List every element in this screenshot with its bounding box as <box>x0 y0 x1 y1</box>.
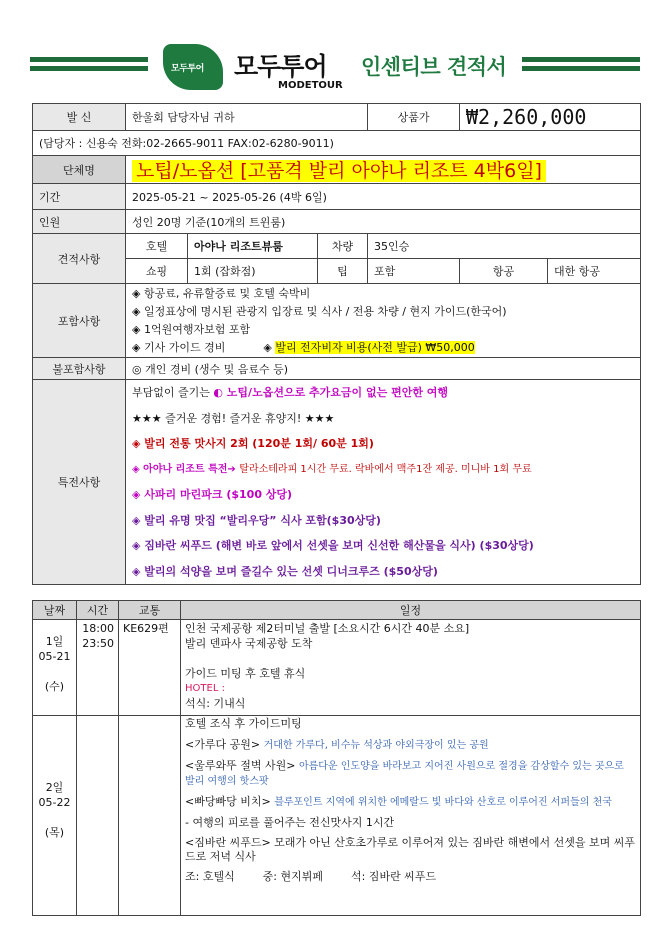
right-decorative-bars <box>522 57 640 74</box>
special-item: ◈ 발리 전통 맛사지 2회 (120분 1회/ 60분 1회) <box>132 437 374 450</box>
jimbaran-line: <짐바란 씨푸드> 모래가 아닌 산호초가루로 이루어져 있는 짐바란 해변에서 선셋을 보며 씨푸드로 저녁 식사 <box>185 836 636 863</box>
sight-item: <가루다 공원> 거대한 가루다, 비수뉴 석상과 야외극장이 있는 공원 <box>185 738 489 751</box>
hotel-value: 아야나 리조트뷰룸 <box>188 234 318 259</box>
shopping-value: 1회 (잡화점) <box>188 259 318 284</box>
schedule-header-transport: 교통 <box>119 601 181 620</box>
day1-date: 1일 05-21 (수) <box>33 620 77 716</box>
schedule-table <box>32 600 641 916</box>
period-label: 기간 <box>33 184 126 210</box>
sender-value: 한울회 담당자님 귀하 <box>126 104 368 131</box>
day1-itinerary: 인천 국제공항 제2터미널 출발 [소요시간 6시간 40분 소요] 발리 덴파사 국제공항 도착 가이드 미팅 후 호텔 휴식 HOTEL : 석식: 기내식 <box>181 620 641 716</box>
day2-transport <box>119 716 181 916</box>
left-decorative-bars <box>30 57 148 74</box>
schedule-header-itinerary: 일정 <box>181 601 641 620</box>
period-value: 2025-05-21 ~ 2025-05-26 (4박 6일) <box>126 184 641 210</box>
car-label: 차량 <box>318 234 368 259</box>
sender-label: 발 신 <box>33 104 126 131</box>
price-value: ₩2,260,000 <box>460 104 641 131</box>
day2-itinerary: 호텔 조식 후 가이드미팅 <가루다 공원> 거대한 가루다, 비수뉴 석상과 야외극장이 있는 공원 <울루와뚜 절벽 사원> 아름다운 인도양을 바라보고 지어진 사원으로 절경을 감상할수 있는 곳으로 발리 여행의 핫스팟 <빠당빠당 비치> 블루포인트 지역에 위치한 에메랄드 빛 바다와 산호로 이루어진 서퍼들의 천국 - 여행의 피로를 풀어주는 전신맛사지 1시간 <짐바란 씨푸드> 모래가 아닌 산호초가루로 이루어져 있는 짐바란 해변에서 선셋을 보며 씨푸드로 저녁 식사 조: 호텔식 중: 현지뷔페 석: 짐바란 씨푸드 <box>181 716 641 916</box>
estimate-label: 견적사항 <box>33 234 126 284</box>
sight-item: <울루와뚜 절벽 사원> 아름다운 인도양을 바라보고 지어진 사원으로 절경을 감상할수 있는 곳으로 발리 여행의 핫스팟 <box>185 759 624 787</box>
special-stars: ★★★ 즐거운 경험! 즐거운 휴양지! ★★★ <box>132 411 335 425</box>
special-label: 특전사항 <box>33 380 126 585</box>
included-line: ◈ 항공료, 유류할증료 및 호텔 숙박비 <box>132 286 311 300</box>
special-item: ◈ 발리 유명 맛집 “발리우당” 식사 포함($30상당) <box>132 513 381 527</box>
schedule-header-time: 시간 <box>77 601 119 620</box>
brand-name: 모두투어 <box>234 52 327 81</box>
day1-hotel: HOTEL : <box>185 683 225 694</box>
included-line: ◈ 1억원여행자보험 포함 <box>132 322 251 336</box>
included-line: ◈ 기사 가이드 경비 ◈ 발리 전자비자 비용(사전 발급) ₩50,000 <box>132 340 475 354</box>
tour-name: 노팁/노옵션 [고품격 발리 아야나 리조트 4박6일] <box>132 160 546 182</box>
air-label: 항공 <box>460 259 548 284</box>
special-list <box>126 380 641 585</box>
tip-label: 팁 <box>318 259 368 284</box>
evisa-highlight: 발리 전자비자 비용(사전 발급) ₩50,000 <box>275 340 475 354</box>
modetour-logo-badge: 모두투어 <box>163 44 223 90</box>
shopping-label: 쇼핑 <box>126 259 188 284</box>
estimate-table <box>32 103 641 585</box>
day2-meals: 조: 호텔식 중: 현지뷔페 석: 짐바란 씨푸드 <box>185 870 437 883</box>
group-label: 단체명 <box>33 156 126 184</box>
special-item: ◈ 발리의 석양을 보며 즐길수 있는 선셋 디너크루즈 ($50상당) <box>132 564 438 578</box>
day2-times <box>77 716 119 916</box>
massage-line: - 여행의 피로를 풀어주는 전신맛사지 1시간 <box>185 816 395 829</box>
air-value: 대한 항공 <box>548 259 641 284</box>
document-header <box>0 0 670 100</box>
special-intro: 부담없이 즐기는 ◐ 노팁/노옵션으로 추가요금이 없는 편안한 여행 <box>132 386 449 399</box>
price-label: 상품가 <box>368 104 460 131</box>
special-item: ◈ 아야나 리조트 특전➔ 탈라소테라피 1시간 무료. 락바에서 맥주1잔 제공. 미니바 1회 무료 <box>132 463 532 475</box>
contact-line: (담당자 : 신용숙 전화:02-2665-9011 FAX:02-6280-9011) <box>33 131 641 156</box>
included-list <box>126 284 641 358</box>
special-item: ◈ 사파리 마린파크 ($100 상당) <box>132 488 293 501</box>
people-value: 성인 20명 기준(10개의 트윈룸) <box>126 210 641 234</box>
car-value: 35인승 <box>368 234 641 259</box>
day1-meal: 석식: 기내식 <box>185 697 246 710</box>
day1-transport: KE629편 <box>119 620 181 716</box>
schedule-header-date: 날짜 <box>33 601 77 620</box>
included-line: ◈ 일정표상에 명시된 관광지 입장료 및 식사 / 전용 차량 / 현지 가이드(한국어) <box>132 304 507 318</box>
special-item: ◈ 짐바란 씨푸드 (해변 바로 앞에서 선셋을 보며 신선한 해산물을 식사) ($30상당) <box>132 539 534 552</box>
excluded-label: 불포함사항 <box>33 358 126 380</box>
people-label: 인원 <box>33 210 126 234</box>
document-title: 인센티브 견적서 <box>361 55 507 79</box>
sight-item: <빠당빠당 비치> 블루포인트 지역에 위치한 에메랄드 빛 바다와 산호로 이루어진 서퍼들의 천국 <box>185 795 612 808</box>
excluded-value: ◎ 개인 경비 (생수 및 음료수 등) <box>126 358 641 380</box>
day2-date: 2일 05-22 (목) <box>33 716 77 916</box>
brand-sub: MODETOUR <box>278 80 343 91</box>
day1-times: 18:00 23:50 <box>77 620 119 716</box>
included-label: 포함사항 <box>33 284 126 358</box>
tip-value: 포함 <box>368 259 460 284</box>
hotel-label: 호텔 <box>126 234 188 259</box>
